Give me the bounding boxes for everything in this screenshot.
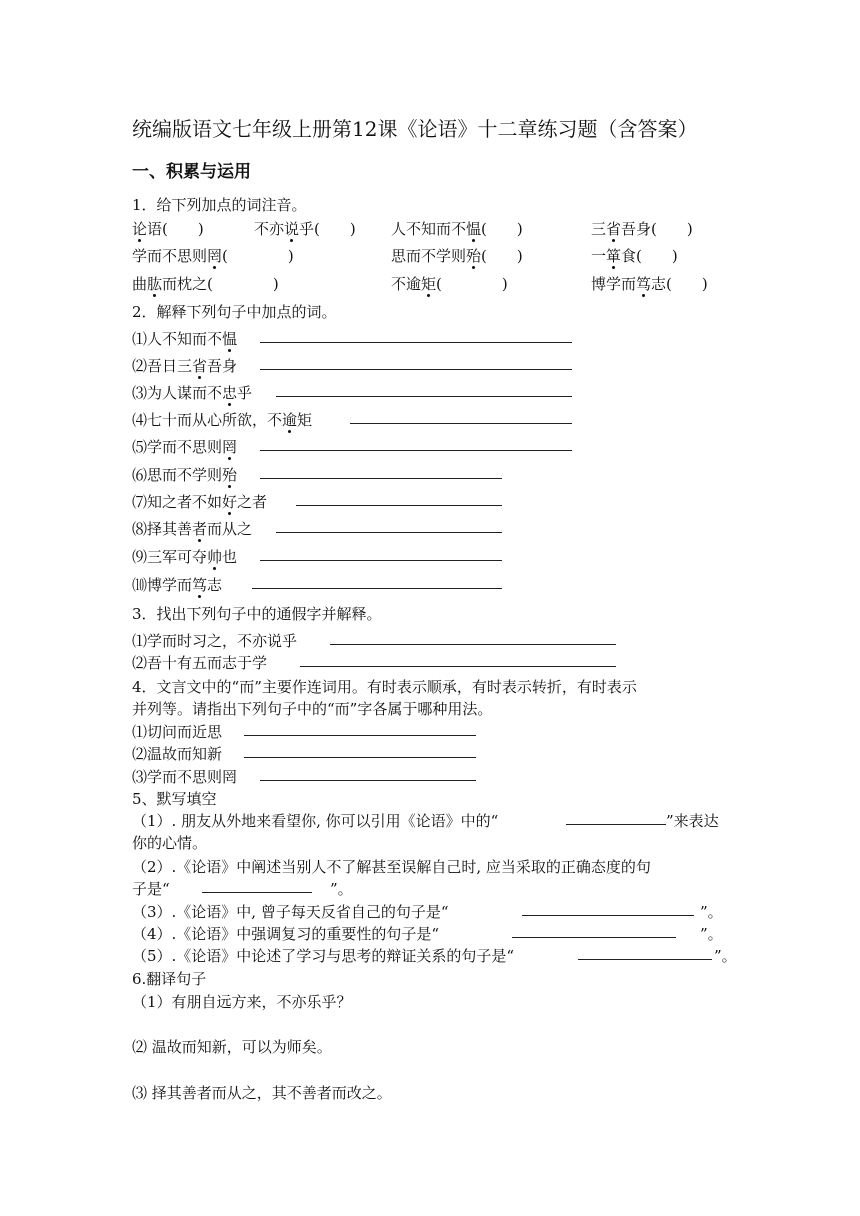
dotted-char: 帅 xyxy=(207,548,223,566)
q2-item: ⑹思而不学则殆 xyxy=(132,466,238,484)
q1-item: 人不知而不愠( ) xyxy=(391,220,523,238)
answer-blank[interactable] xyxy=(350,409,572,424)
answer-blank[interactable] xyxy=(260,546,502,561)
dotted-char: 笃 xyxy=(636,275,652,293)
q5-item-2-end: ”。 xyxy=(330,880,353,898)
q1-item: 曲肱而枕之( ) xyxy=(132,275,279,293)
q1-item: 不逾矩( ) xyxy=(391,275,508,293)
q6-item: ⑵ 温故而知新，可以为师矣。 xyxy=(132,1038,332,1056)
answer-blank[interactable] xyxy=(330,630,616,645)
q2-item: ⑷七十而从心所欲，不逾矩 xyxy=(132,411,313,429)
dotted-char: 者 xyxy=(192,520,208,538)
q1-item: 学而不思则罔( ) xyxy=(132,247,294,265)
q5-item-1-end: ”来表达 xyxy=(666,812,719,830)
answer-blank[interactable] xyxy=(512,923,676,938)
q5-item-5: （5）.《论语》中论述了学习与思考的辩证关系的句子是“ xyxy=(132,947,514,965)
dotted-char: 省 xyxy=(192,357,208,375)
answer-blank[interactable] xyxy=(276,518,502,533)
q1-stem: 1．给下列加点的词注音。 xyxy=(132,196,307,214)
q2-item: ⑼三军可夺帅也 xyxy=(132,548,238,566)
q1-item: 思而不学则殆( ) xyxy=(391,247,523,265)
q4-stem-line2: 并列等。请指出下列句子中的“而”字各属于哪种用法。 xyxy=(132,700,493,718)
q5-item-2: （2）.《论语》中阐述当别人不了解甚至误解自己时, 应当采取的正确态度的句 xyxy=(132,858,651,876)
answer-blank[interactable] xyxy=(260,436,572,451)
answer-blank[interactable] xyxy=(566,810,666,825)
answer-blank[interactable] xyxy=(202,878,312,893)
dotted-char: 愠 xyxy=(466,220,482,238)
q2-item: ⑽博学而笃志 xyxy=(132,576,223,594)
q1-item: 一箪食( ) xyxy=(591,247,678,265)
q1-item: 论语( ) xyxy=(132,220,204,238)
q5-item-5-end: ”。 xyxy=(714,947,737,965)
q6-item: （1）有朋自远方来，不亦乐乎？ xyxy=(132,993,352,1011)
answer-blank[interactable] xyxy=(244,743,476,758)
answer-blank[interactable] xyxy=(276,382,572,397)
document-title: 统编版语文七年级上册第12课《论语》十二章练习题（含答案） xyxy=(132,117,698,141)
answer-blank[interactable] xyxy=(244,721,476,736)
dotted-char: 殆 xyxy=(222,466,238,484)
q1-item: 三省吾身( ) xyxy=(591,220,693,238)
q4-stem-line1: 4．文言文中的“而”主要作连词用。有时表示顺承，有时表示转折，有时表示 xyxy=(132,678,637,696)
q5-item-3-end: ”。 xyxy=(700,903,723,921)
dotted-char: 省 xyxy=(606,220,622,238)
dotted-char: 逾 xyxy=(282,411,298,429)
answer-blank[interactable] xyxy=(300,652,616,667)
q2-stem: 2．解释下列句子中加点的词。 xyxy=(132,303,337,321)
dotted-char: 忠 xyxy=(222,384,238,402)
answer-blank[interactable] xyxy=(578,945,712,960)
dotted-char: 殆 xyxy=(466,247,482,265)
q2-item: ⑶为人谋而不忠乎 xyxy=(132,384,253,402)
dotted-char: 说 xyxy=(284,220,300,238)
dotted-char: 笃 xyxy=(192,576,208,594)
q3-item: ⑴学而时习之，不亦说乎 xyxy=(132,632,298,650)
q3-stem: 3．找出下列句子中的通假字并解释。 xyxy=(132,605,382,623)
dotted-char: 愠 xyxy=(222,330,238,348)
q5-item-1: （1）. 朋友从外地来看望你, 你可以引用《论语》中的“ xyxy=(132,812,499,830)
q6-stem: 6.翻译句子 xyxy=(132,970,207,988)
q2-item: ⑵吾日三省吾身 xyxy=(132,357,238,375)
answer-blank[interactable] xyxy=(522,901,694,916)
dotted-char: 罔 xyxy=(222,438,238,456)
q1-item: 博学而笃志( ) xyxy=(591,275,708,293)
q1-item: 不亦说乎( ) xyxy=(254,220,356,238)
dotted-char: 箪 xyxy=(606,247,622,265)
q5-item-1-cont: 你的心情。 xyxy=(132,834,208,852)
q5-stem: 5、默写填空 xyxy=(132,790,217,808)
dotted-char: 好 xyxy=(222,493,238,511)
answer-blank[interactable] xyxy=(296,491,502,506)
answer-blank[interactable] xyxy=(260,766,476,781)
q2-item: ⑻择其善者而从之 xyxy=(132,520,253,538)
q4-item: ⑵温故而知新 xyxy=(132,745,223,763)
dotted-char: 论 xyxy=(132,220,148,238)
q4-item: ⑴切问而近思 xyxy=(132,723,223,741)
q4-item: ⑶学而不思则罔 xyxy=(132,768,238,786)
q3-item: ⑵吾十有五而志于学 xyxy=(132,654,268,672)
answer-blank[interactable] xyxy=(260,328,572,343)
dotted-char: 罔 xyxy=(207,247,223,265)
answer-blank[interactable] xyxy=(252,574,502,589)
q5-item-4: （4）.《论语》中强调复习的重要性的句子是“ xyxy=(132,925,439,943)
q6-item: ⑶ 择其善者而从之，其不善者而改之。 xyxy=(132,1084,392,1102)
answer-blank[interactable] xyxy=(260,355,572,370)
section-heading-accumulation: 一、积累与运用 xyxy=(132,162,251,182)
q5-item-3: （3）.《论语》中, 曾子每天反省自己的句子是“ xyxy=(132,903,449,921)
q2-item: ⑸学而不思则罔 xyxy=(132,438,238,456)
q2-item: ⑴人不知而不愠 xyxy=(132,330,238,348)
dotted-char: 肱 xyxy=(147,275,163,293)
q5-item-2-cont: 子是“ xyxy=(132,880,170,898)
q2-item: ⑺知之者不如好之者 xyxy=(132,493,268,511)
q5-item-4-end: ”。 xyxy=(700,925,723,943)
answer-blank[interactable] xyxy=(260,464,502,479)
dotted-char: 矩 xyxy=(421,275,437,293)
